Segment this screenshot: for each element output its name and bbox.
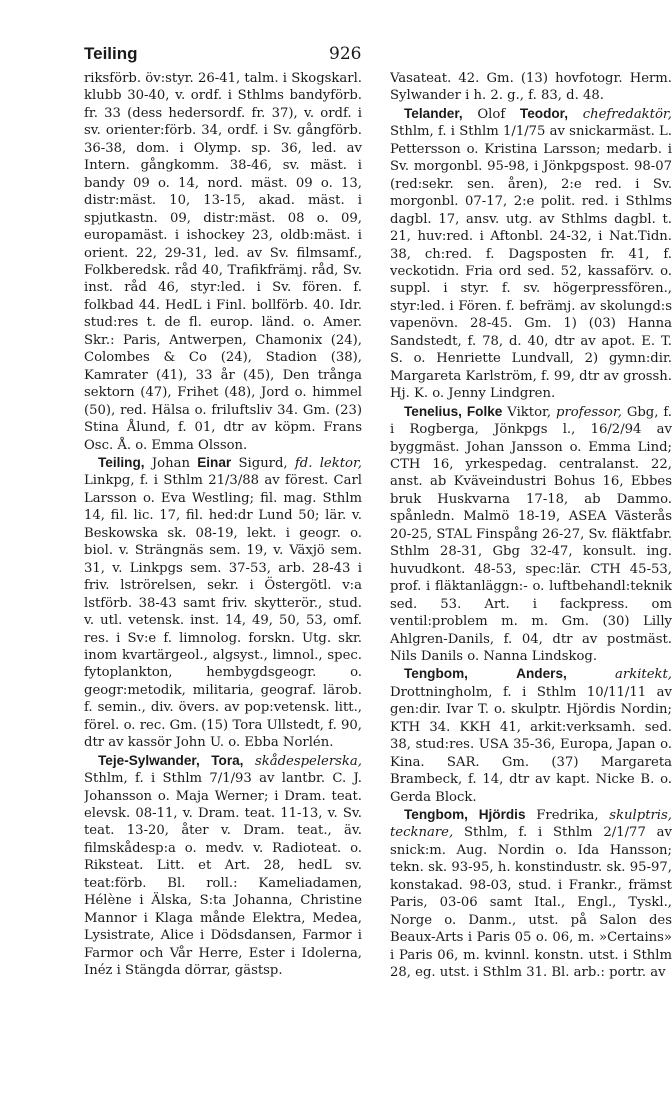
occupation: professor, — [556, 404, 622, 420]
entry-tengbom-hjordis — [390, 806, 672, 982]
headword: Teje-Sylwander, — [98, 752, 200, 768]
occupation: chefredaktör, — [582, 106, 672, 122]
given-name-rest: Viktor, — [507, 404, 552, 420]
occupation: fd. lektor, — [294, 455, 362, 471]
given-name-bold: Anders, — [516, 666, 567, 682]
entry-tenelius — [390, 403, 672, 666]
headword: Tengbom, — [404, 666, 468, 682]
headword: Teiling, — [98, 454, 145, 470]
given-name-bold: Tora, — [211, 752, 244, 768]
given-name-bold: Hjördis — [478, 807, 526, 823]
running-head: Teiling — [84, 44, 138, 63]
entry-text: Sthlm, f. i Sthlm 2/1/77 av snick:m. Aug. Nordin o. Ida Hansson; tekn. sk. 93-95, h. konstindustr. sk. 95-97, konstakad. 98-03, stud. i Frankr., främst Paris, 03-06 samt Ital., Engl., Tyskl., Norge o. Danm., utst. på Salon des Beaux-Arts i Paris 05 o. 06, m. »Certains» i Paris 06, m. kvinnl. konstn. utst. i Sthlm 28, eg. utst. i Sthlm 31. Bl. arb.: portr. av — [390, 825, 672, 981]
page-number: 926 — [329, 44, 362, 64]
entry-continuation: Vasateat. 42. Gm. (13) hovfotogr. Herm. Sylwander i h. 2. g., f. 83, d. 48. — [390, 71, 672, 104]
given-name-bold: Einar — [197, 454, 232, 470]
headword: Telander, — [404, 105, 463, 121]
occupation: skådespelerska, — [254, 753, 362, 769]
given-name-rest: Sigurd, — [238, 455, 288, 471]
right-column — [390, 70, 672, 1060]
entry-teje-sylwander — [84, 752, 362, 980]
headword: Tengbom, — [404, 807, 468, 823]
entry-tengbom-anders — [390, 665, 672, 806]
entry-telander — [390, 105, 672, 403]
left-column — [84, 70, 362, 1060]
given-name: Johan — [151, 455, 190, 471]
given-name-bold: Teodor, — [519, 105, 569, 121]
given-name-bold: Folke — [466, 403, 503, 419]
entry-text: Sthlm, f. i Sthlm 1/1/75 av snickarmäst. L. Pettersson o. Kristina Larsson; medarb. i Sv. morgonbl. 95-98, i Jönkpgspost. 98-07 (red:sekr. sen. åren), 2:e red. i Sv. morgonbl. 07-17, 2:e polit. red. i Sthlms dagbl. 17, ansv. utg. av Sthlms dagbl. t. 21, huv:red. i Aftonbl. 24-32, i Nat.Tidn. 38, ch:red. f. Dagsposten fr. 41, f. veckotidn. Fria ord sed. 52, kassaförv. o. suppl. i styr. f. sv. högerpressfören., styr:led. i Fören. f. befrämj. av skolungd:s vapenövn. 28-45. Gm. 1) (03) Hanna Sandstedt, f. 78, d. 40, dtr av apot. E. T. S. o. Henriette Lundvall, 2) gymn:dir. Margareta Karlström, f. 99, dtr av grossh. Hj. K. o. Jenny Lindgren. — [390, 124, 672, 402]
given-name-rest: Fredrika, — [536, 808, 599, 824]
given-name: Olof — [477, 106, 506, 122]
entry-text: Linkpg, f. i Sthlm 21/3/88 av förest. Carl Larsson o. Eva Westling; fil. mag. Sthlm 14, fil. lic. 17, fil. hed:dr Lund 50; lär. v. Beskowska sk. 08-19, lekt. i geogr. o. biol. v. Strängnäs sem. 19, v. Växjö sem. 31, v. Linkpgs sem. 37-53, arb. 28-43 i friv. lströrelsen, sekr. i Östergötl. v:a lstförb. 38-43 samt friv. skytterör., stud. v. utl. vetensk. inst. 14, 49, 50, 53, omf. res. i Sv:e f. limnolog. forskn. Utg. skr. inom kvartärgeol., algsyst., limnol., spec. fytoplankton, hembygdsgeogr. o. geogr:metodik, militaria, geograf. lärob. f. semin., div. övers. av pop:vetensk. litt., förel. o. rec. Gm. (15) Tora Ullstedt, f. 90, dtr av kassör John U. o. Ebba Norlén. — [84, 473, 362, 751]
occupation: arkitekt, — [615, 667, 672, 683]
entry-text: Drottningholm, f. i Sthlm 10/11/11 av gen:dir. Ivar T. o. skulptr. Hjördis Nordin; KTH 34. KKH 41, arkit:verksamh. sed. 38, stud:res. USA 35-36, Europa, Japan o. Kina. SAR. Gm. (37) Margareta Brambeck, f. 14, dtr av kapt. Nicke B. o. Gerda Block. — [390, 684, 672, 805]
entry-text: Sthlm, f. i Sthlm 7/1/93 av lantbr. C. J. Johansson o. Maja Werner; i Dram. teat. elevsk. 08-11, v. Dram. teat. 11-13, v. Sv. teat. 13-20, åter v. Dram. teat., äv. filmskådesp:a o. medv. v. Radioteat. o. Riksteat. Litt. et Art. 28, hedL sv. teat:förb. Bl. roll.: Kameliadamen, Hélène i Älska, S:ta Johanna, Christine Mannor i Klaga månde Elektra, Medea, Lysistrate, Alice i Dödsdansen, Farmor i Farmor och Vår Herre, Ester i Idolerna, Inéz i Stängda dörrar, gästsp. — [84, 771, 362, 979]
entry-teiling-einar — [84, 454, 362, 752]
entry-text: Gbg, f. i Rogberga, Jönkpgs l., 16/2/94 av byggmäst. Johan Jansson o. Emma Lind; CTH 16, yrkespedag. centralanst. 22, anst. ab Kväveindustri Bohus 16, Ebbes bruk Huskvarna 17-18, ab Dammo. spånledn. Malmö 18-19, ASEA Västerås 20-25, STAL Finspång 26-27, Sv. fläktfabr. Sthlm 28-31, Gbg 32-47, konsult. ing. huvudkont. 48-53, spec:lär. CTH 45-53, prof. i fläktanläggn:- o. luftbehandl:teknik sed. 53. Art. i fackpress. om ventil:problem m. m. Gm. (30) Lilly Ahlgren-Danils, f. 04, dtr av postmäst. Nils Danils o. Nanna Lindskog. — [390, 404, 672, 664]
occupation: skulptris, tecknare, — [390, 808, 672, 841]
headword: Tenelius, — [404, 403, 462, 419]
entry-continuation: riksförb. öv:styr. 26-41, talm. i Skogskarl. klubb 30-40, v. ordf. i Sthlms bandyförb. fr. 33 (dess hedersordf. fr. 37), v. ordf. i sv. orienter:förb. 34, ordf. i Sv. gångförb. 36-38, dom. i Olymp. sp. 36, led. av Intern. gångkomm. 38-46, sv. mäst. i bandy 09 o. 14, nord. mäst. 09 o. 13, distr:mäst. 10, 13-15, akad. mäst. i spjutkastn. 09, distr:mäst. 08 o. 09, europamäst. i ishockey 23, oldb:mäst. i orient. 22, 29-31, led. av Sv. filmsamf., Folkberedsk. råd 40, Trafikfrämj. råd, Sv. inst. råd 46, styr:led. i Sv. fören. f. folkbad 44. HedL i Finl. bollförb. 40. Idr. stud:res t. de fl. europ. länd. o. Amer. Skr.: Paris, Antwerpen, Chamonix (24), Colombes & Co (24), Stadion (38), Kamrater (41), 33 år (45), Den trånga sektorn (47), Frihet (48), Jord o. himmel (50), red. Hälsa o. friluftsliv 34. Gm. (23) Stina Ålund, f. 01, dtr av köpm. Frans Osc. Å. o. Emma Olsson. — [84, 71, 362, 453]
